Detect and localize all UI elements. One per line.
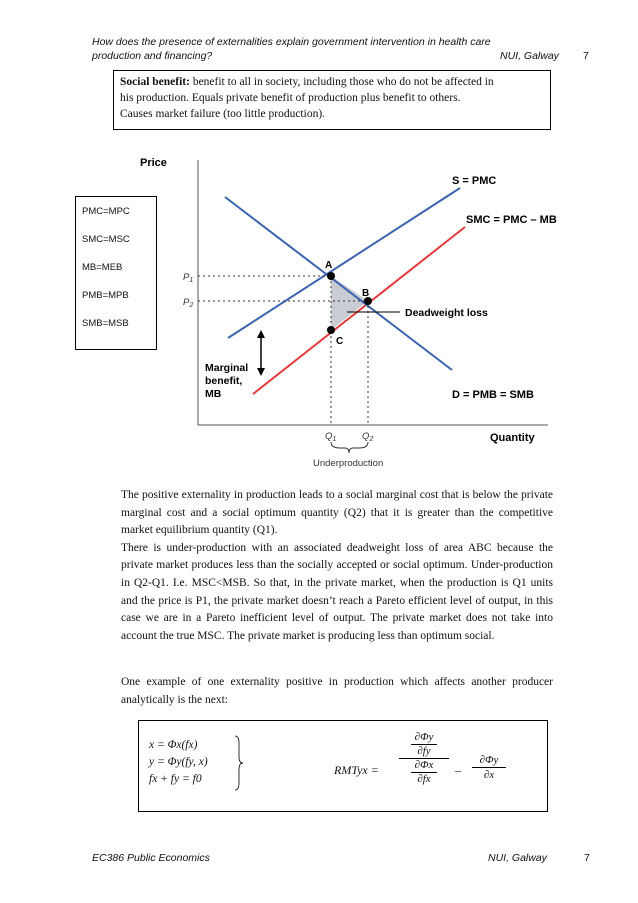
definition-line2: his production. Equals private benefit of production plus benefit to others. — [120, 92, 461, 104]
price-labels — [183, 272, 193, 309]
point-a — [327, 272, 335, 280]
point-a-label: A — [325, 260, 333, 271]
definition-term: Social benefit: — [120, 76, 190, 88]
definition-text: benefit to all in society, including those who do not be affected in — [189, 76, 494, 88]
p1-label: P — [183, 272, 190, 283]
mb-label-line2: benefit, — [205, 375, 243, 387]
definition-line3: Causes market failure (too little production). — [120, 108, 326, 120]
q1-subscript: 1 — [332, 436, 337, 443]
paragraph-3: One example of one externality positive in production which affects another producer analytically is the next: — [121, 676, 553, 706]
frac-den-bot: ∂fx — [411, 772, 437, 786]
paragraph-2: There is under-production with an associated deadweight loss of area ABC because the private market produces less than the socially accepted or social optimum. Under-production in Q2-Q1. I.e. MSC<MSB. So that, in the private market, when the production is Q1 units and the price is P1, the private market doesn’t reach a Pareto efficient level of output, in this case we are in a Pareto inefficient level of output. The private market does not take into account the true MSC. The private market is producing less than optimum social. — [121, 541, 553, 642]
footer-page-number: 7 — [584, 852, 590, 864]
arrow-head-up — [257, 330, 265, 338]
q1-label: Q — [325, 431, 333, 442]
rmt-fraction-1 — [399, 731, 449, 786]
frac-den-top: ∂Φx — [399, 758, 449, 772]
svg-text:P1 — [183, 272, 193, 284]
equations-box — [138, 720, 548, 812]
point-c — [327, 326, 335, 334]
svg-text:Q2 — [362, 431, 373, 443]
y-axis-label: Price — [140, 157, 167, 169]
equation-2: y = Φy(fy, x) — [149, 756, 208, 768]
supply-label: S = PMC — [452, 175, 497, 187]
x-axis-label: Quantity — [490, 432, 535, 444]
point-b-label: B — [362, 288, 370, 299]
footer-org: NUI, Galway — [488, 852, 547, 864]
abbr-item: SMC=MSC — [82, 234, 130, 245]
footer-course: EC386 Public Economics — [92, 852, 210, 864]
frac2-bot: ∂x — [472, 767, 506, 782]
equation-1: x = Φx(fx) — [149, 739, 198, 751]
mb-label-line1: Marginal — [205, 362, 249, 374]
frac-num-top: ∂Φy — [414, 731, 434, 743]
header-page-number: 7 — [583, 50, 589, 62]
deadweight-label: Deadweight loss — [405, 307, 488, 319]
header-title-line2: production and financing? — [92, 50, 213, 62]
p1-subscript: 1 — [189, 277, 194, 284]
social-cost-label: SMC = PMC – MB — [466, 214, 557, 226]
p2-label: P — [183, 297, 190, 308]
underproduction-brace — [331, 442, 368, 453]
quantity-labels — [325, 431, 373, 443]
equation-3: fx + fy = f0 — [149, 773, 202, 785]
p2-subscript: 2 — [189, 302, 194, 309]
underproduction-label: Underproduction — [313, 458, 384, 469]
frac2-top: ∂Φy — [479, 754, 499, 766]
abbr-item: PMB=MPB — [82, 290, 129, 301]
frac-num-bot: ∂fy — [411, 744, 437, 758]
svg-text:P2 — [183, 297, 193, 309]
arrow-head-down — [257, 368, 265, 376]
body-text — [121, 487, 553, 645]
rmt-minus: – — [455, 763, 461, 777]
header-org: NUI, Galway — [500, 50, 559, 62]
svg-text:Q1 — [325, 431, 336, 443]
abbr-item: SMB=MSB — [82, 318, 129, 329]
equation-brace — [234, 735, 244, 791]
equation-system — [149, 737, 208, 788]
header-title-line1: How does the presence of externalities explain government intervention in health care — [92, 36, 491, 48]
abbr-item: PMC=MPC — [82, 206, 130, 217]
point-c-label: C — [336, 336, 344, 347]
demand-label: D = PMB = SMB — [452, 389, 534, 401]
mb-label-line3: MB — [205, 388, 222, 400]
rmt-fraction-2 — [472, 753, 506, 782]
q2-subscript: 2 — [369, 436, 374, 443]
abbr-item: MB=MEB — [82, 262, 123, 273]
q2-label: Q — [362, 431, 370, 442]
paragraph-1: The positive externality in production leads to a social marginal cost that is below the private marginal cost and a social optimum quantity (Q2) that it is greater than the competitive market equilibrium quantity (Q1). — [121, 489, 553, 537]
rmt-lhs: RMTyx = — [334, 763, 379, 777]
